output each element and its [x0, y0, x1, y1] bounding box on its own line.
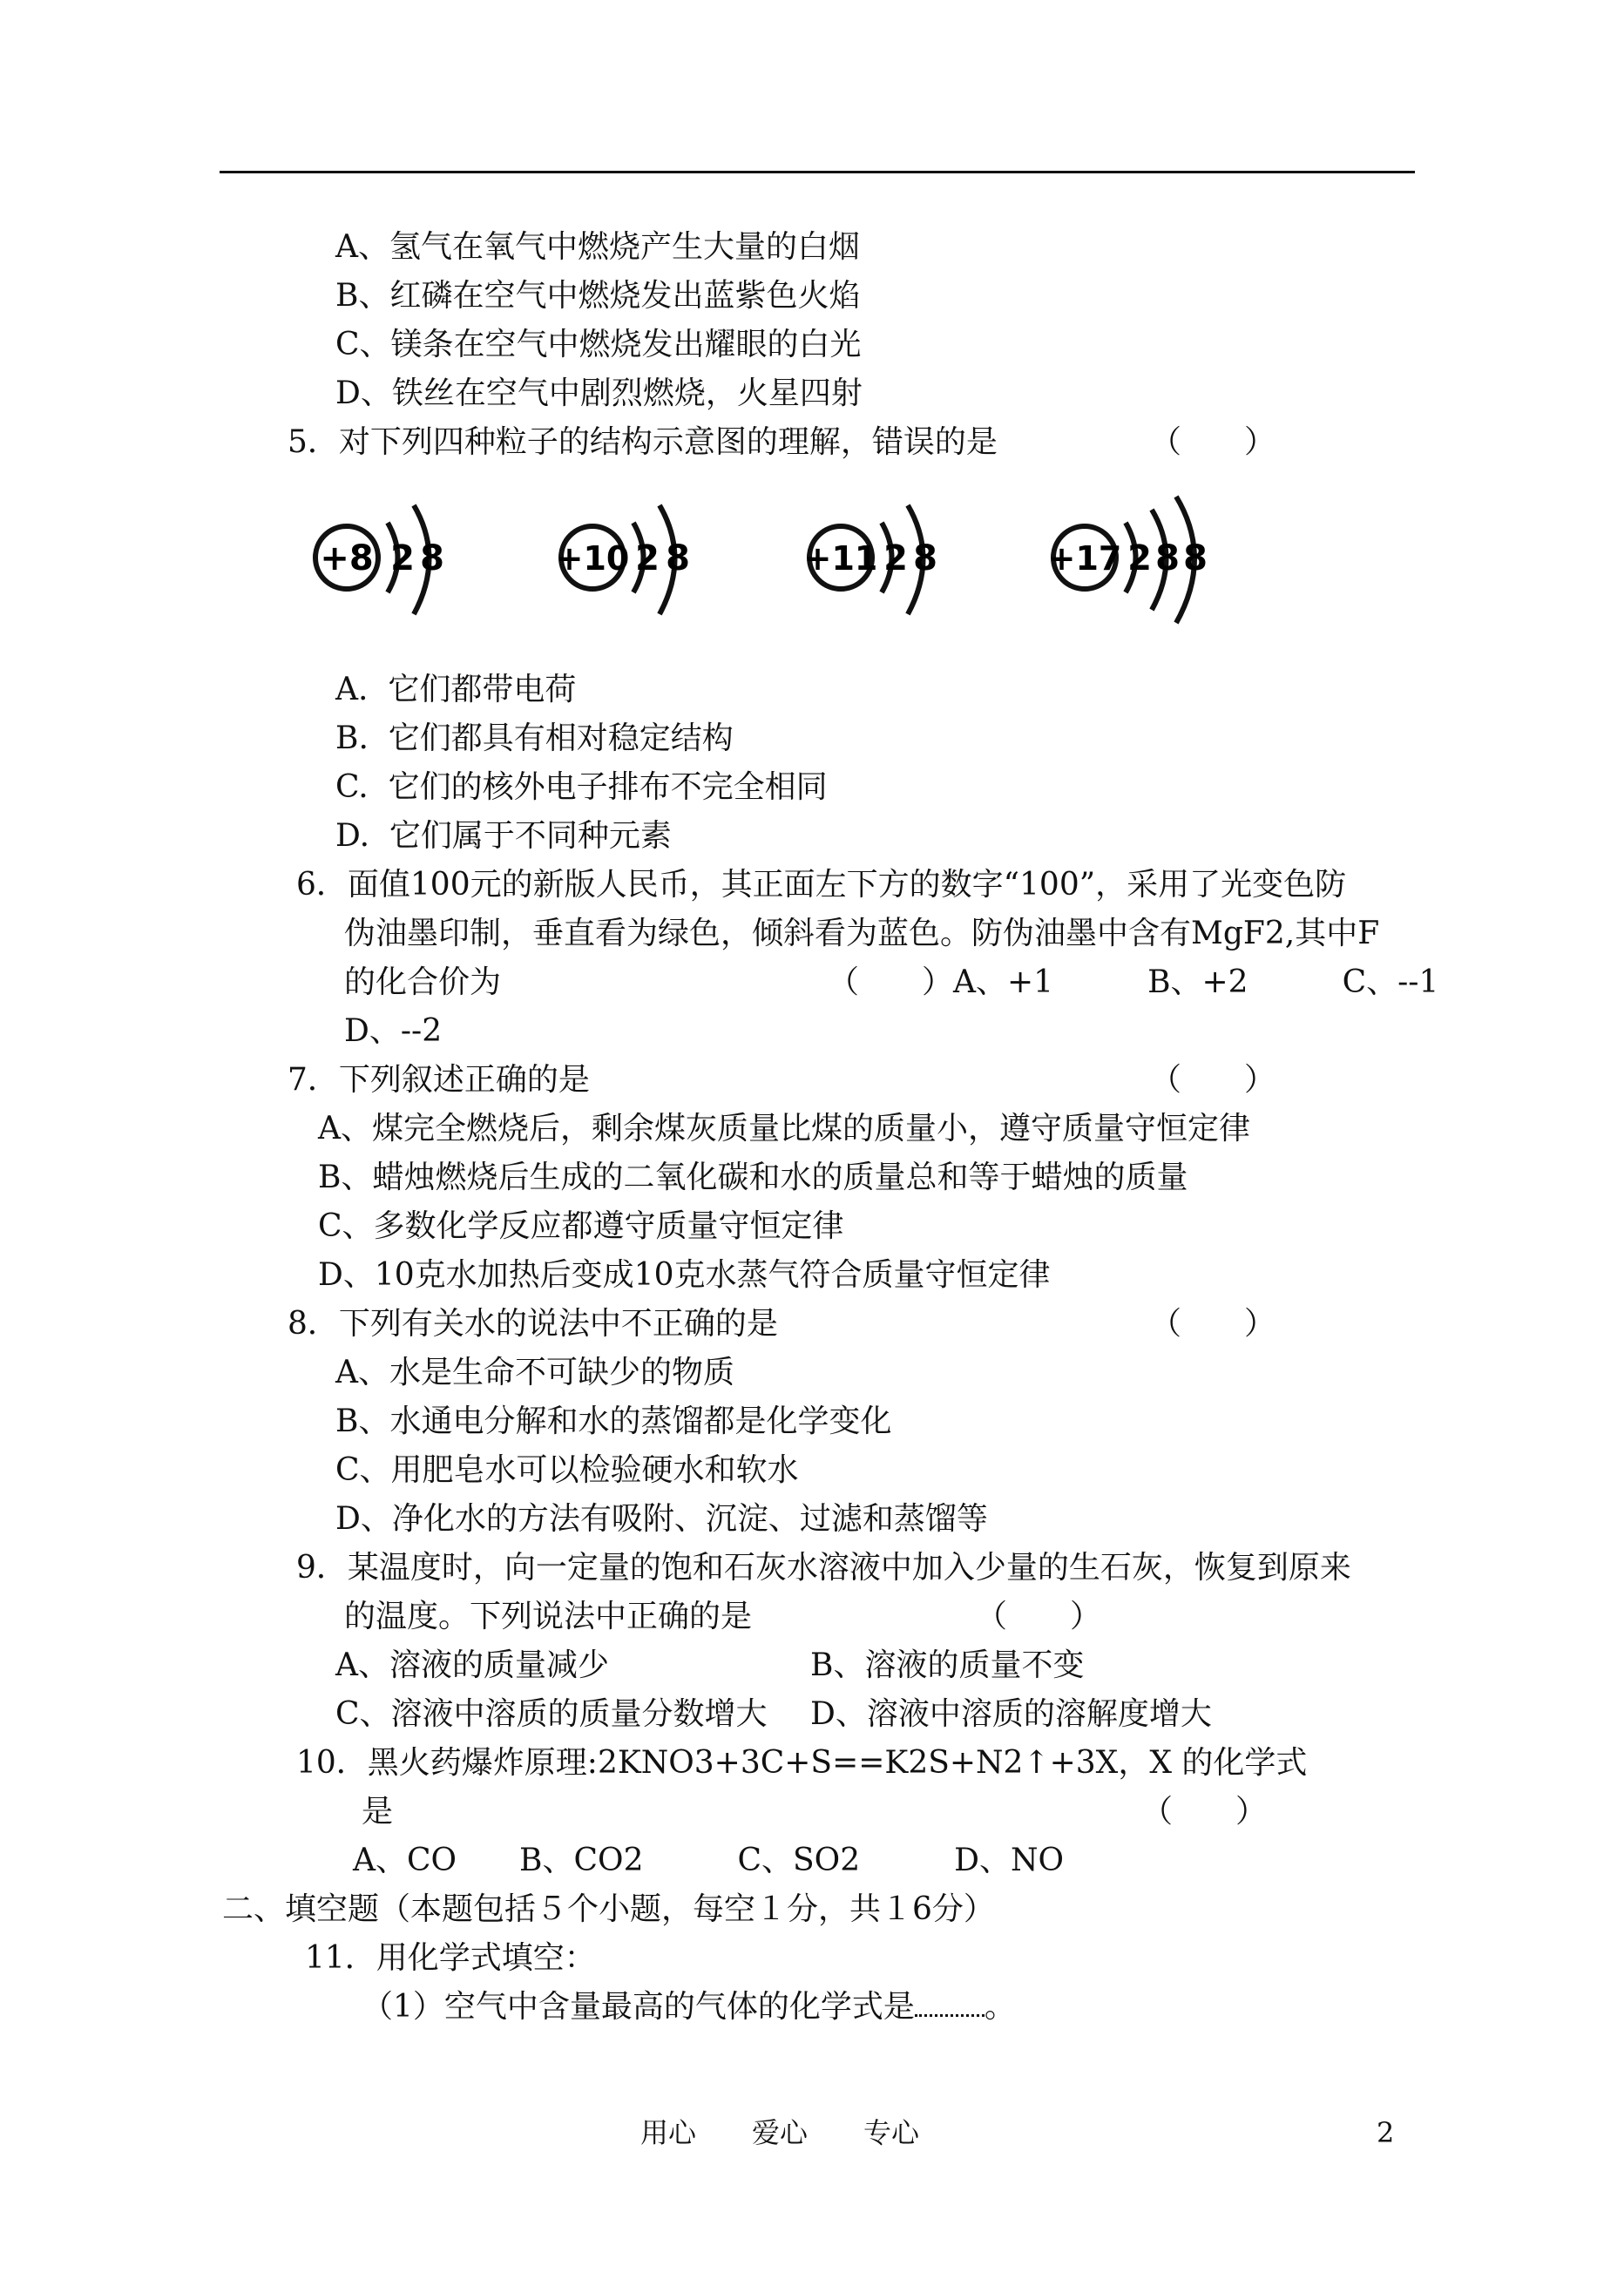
q4-option-d: D、铁丝在空气中剧烈燃烧，火星四射 [335, 375, 863, 411]
q11-part-1-period: 。 [984, 1989, 1016, 2025]
q4-option-c: C、镁条在空气中燃烧发出耀眼的白光 [335, 327, 862, 362]
q6-line-4: D、--2 [344, 1013, 443, 1049]
particle-4-shell-3: 8 [1183, 538, 1208, 578]
particle-1-nucleus: +8 [320, 538, 374, 578]
q8-option-a: A、水是生命不可缺少的物质 [335, 1355, 734, 1390]
particle-4-nucleus: +17 [1047, 539, 1122, 578]
q9-line-1: 9．某温度时，向一定量的饱和石灰水溶液中加入少量的生石灰，恢复到原来 [296, 1550, 1351, 1586]
q11-part-1-text: （1）空气中含量最高的气体的化学式是 [362, 1989, 915, 2025]
particle-3-shell-1: 2 [883, 538, 908, 578]
q6-line-3-options: （ ）A、+1 B、+2 C、--1 [828, 964, 1439, 1000]
q8-option-c: C、用肥皂水可以检验硬水和软水 [335, 1452, 799, 1488]
q11-part-1 [362, 1988, 1016, 2026]
q5-option-a: A. 它们都带电荷 [335, 672, 577, 707]
q7-option-c: C、多数化学反应都遵守质量守恒定律 [318, 1208, 844, 1244]
q6-line-3: 的化合价为 [344, 964, 502, 1000]
q10-line-1: 10．黑火药爆炸原理:2KNO3+3C+S==K2S+N2↑+3X，X 的化学式 [296, 1745, 1308, 1781]
particle-2-nucleus: +10 [555, 539, 630, 578]
particle-1-shell-2: 8 [420, 538, 444, 578]
q5-option-d: D. 它们属于不同种元素 [335, 818, 672, 854]
q7-option-b: B、蜡烛燃烧后生成的二氧化碳和水的质量总和等于蜡烛的质量 [318, 1160, 1188, 1195]
q8-option-b: B、水通电分解和水的蒸馏都是化学变化 [335, 1404, 892, 1439]
q7-stem: 7．下列叙述正确的是 [288, 1062, 590, 1098]
q7-option-a: A、煤完全燃烧后，剩余煤灰质量比煤的质量小，遵守质量守恒定律 [318, 1111, 1250, 1146]
q8-stem: 8．下列有关水的说法中不正确的是 [288, 1306, 778, 1342]
particle-2-shell-2: 8 [666, 538, 690, 578]
q9-answer-paren: （ ） [976, 1599, 1102, 1634]
q5-stem: 5．对下列四种粒子的结构示意图的理解，错误的是 [288, 424, 998, 460]
q5-option-b: B. 它们都具有相对稳定结构 [335, 720, 734, 756]
q6-line-1: 6．面值100元的新版人民币，其正面左下方的数字“100”，采用了光变色防 [296, 867, 1347, 903]
q9-option-a: A、溶液的质量减少 [335, 1647, 609, 1683]
particle-2-shell-1: 2 [635, 538, 660, 578]
q6-line-2: 伪油墨印制，垂直看为绿色，倾斜看为蓝色。防伪油墨中含有MgF2,其中F [344, 916, 1380, 951]
page-number: 2 [1377, 2116, 1395, 2149]
q10-options: A、CO B、CO2 C、SO2 D、NO [353, 1843, 1064, 1878]
q4-option-a: A、氢气在氧气中燃烧产生大量的白烟 [335, 229, 860, 265]
q7-option-d: D、10克水加热后变成10克水蒸气符合质量守恒定律 [318, 1257, 1051, 1293]
particle-1-shell-1: 2 [390, 538, 415, 578]
q8-answer-paren: （ ） [1150, 1306, 1276, 1342]
footer-motto: 用心 爱心 专心 [640, 2116, 920, 2149]
particle-1 [315, 505, 444, 614]
q8-option-d: D、净化水的方法有吸附、沉淀、过滤和蒸馏等 [335, 1501, 988, 1537]
q11-stem: 11．用化学式填空： [305, 1940, 596, 1976]
q9-option-d: D、溶液中溶质的溶解度增大 [810, 1696, 1212, 1732]
particle-3-nucleus: +11 [803, 539, 878, 578]
particle-2 [556, 505, 690, 614]
q11-part-1-blank[interactable] [915, 1988, 985, 2017]
q10-line-2: 是 [362, 1794, 394, 1830]
section-2-heading: 二、填空题（本题包括５个小题，每空１分，共１6分） [222, 1891, 995, 1927]
particle-4-shell-2: 8 [1155, 538, 1180, 578]
q9-option-c: C、溶液中溶质的质量分数增大 [335, 1696, 768, 1732]
q4-option-b: B、红磷在空气中燃烧发出蓝紫色火焰 [335, 278, 861, 314]
q9-option-b: B、溶液的质量不变 [810, 1647, 1085, 1683]
q9-line-2: 的温度。下列说法中正确的是 [344, 1599, 753, 1634]
q10-answer-paren: （ ） [1141, 1794, 1268, 1830]
particle-structure-diagrams [305, 488, 1263, 662]
q5-answer-paren: （ ） [1150, 424, 1276, 460]
header-rule [220, 171, 1415, 173]
particle-3-shell-2: 8 [913, 538, 937, 578]
q7-answer-paren: （ ） [1150, 1062, 1276, 1098]
particle-4 [1048, 497, 1208, 623]
particle-4-shell-1: 2 [1127, 538, 1152, 578]
q5-option-c: C. 它们的核外电子排布不完全相同 [335, 769, 828, 805]
particle-3 [804, 505, 937, 614]
